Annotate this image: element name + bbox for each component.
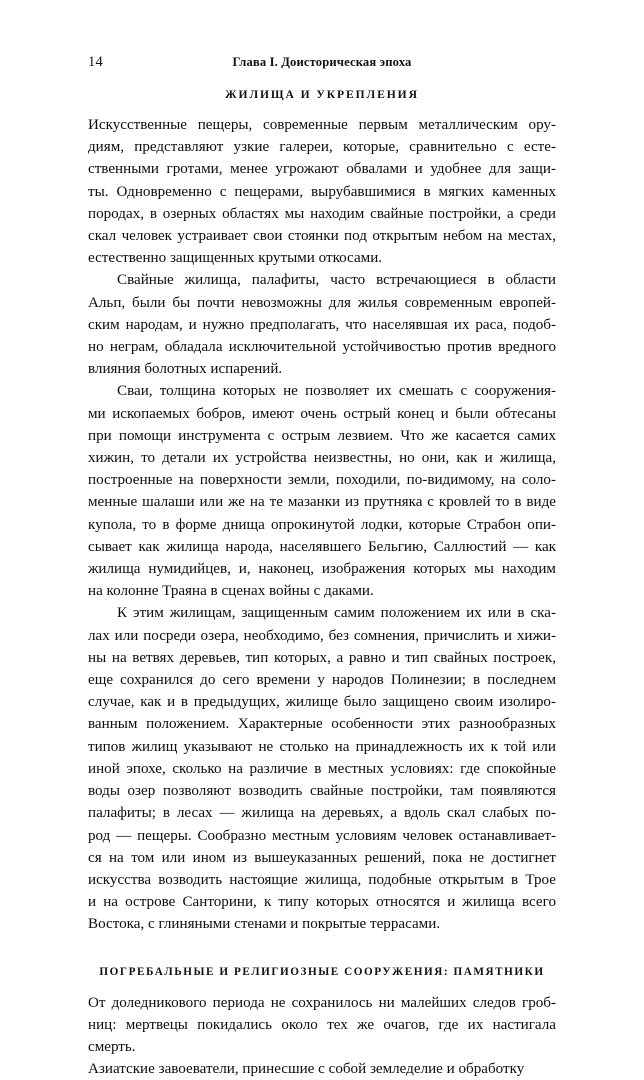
text-line: лах или посреди озера, необходимо, без сомнения, причислить и хижи-	[88, 627, 556, 644]
text-line: типов жилищ указывают не столько на принадлежность их к той или	[88, 738, 556, 755]
text-line: жилища нумидийцев, и, наконец, изображения которых мы находим	[88, 561, 556, 578]
text-line: Свайные жилища, палафиты, часто встречающиеся в области	[117, 272, 556, 289]
text-line: род — пещеры. Сообразно местным условиям человек останавливает-	[88, 827, 556, 844]
text-line: Сваи, толщина которых не позволяет их смешать с сооружения-	[117, 383, 556, 400]
text-line: палафиты; в лесах — жилища на деревьях, а вдоль скал слабых по-	[88, 805, 556, 822]
text-line: ским народам, и нужно предполагать, что населявшая их раса, подоб-	[88, 316, 556, 333]
paragraph-block	[88, 602, 556, 935]
text-line: ся на том или ином из вышеуказанных решений, пока не достигнет	[88, 849, 556, 866]
text-line: ми ископаемых бобров, имеют очень острый конец и были обтесаны	[88, 405, 556, 422]
running-title: Глава I. Доисторическая эпоха	[232, 55, 412, 69]
text-line: воды озер позволяют возводить свайные постройки, там появляются	[88, 783, 556, 800]
text-line: купола, то в форме днища опрокинутой лодки, которые Страбон опи-	[88, 516, 556, 533]
paragraph-block	[88, 114, 556, 269]
text-line: диям, представляют узкие галереи, которые, сравнительно с есте-	[88, 139, 556, 156]
text-line: Искусственные пещеры, современные первым металлическим ору-	[88, 117, 556, 133]
text-line: на колонне Траяна в сценах войны с даками.	[88, 583, 374, 600]
text-line: сывает как жилища народа, населявшего Бельгию, Саллюстий — как	[88, 538, 556, 555]
text-line: ны на ветвях деревьев, тип которых, а равно и тип свайных построек,	[88, 649, 556, 666]
section-heading-dwellings: ЖИЛИЩА И УКРЕПЛЕНИЯ	[225, 88, 419, 101]
text-line: От доледникового периода не сохранилось ни малейших следов гроб-	[88, 994, 556, 1011]
running-head	[88, 52, 556, 72]
text-line: Востока, с глиняными стенами и покрытые террасами.	[88, 916, 441, 933]
text-line: ты. Одновременно с пещерами, вырубавшимися в мягких каменных	[88, 183, 556, 200]
paragraph-block	[88, 269, 556, 380]
text-column	[88, 88, 560, 1080]
section-heading-funerary: ПОГРЕБАЛЬНЫЕ И РЕЛИГИОЗНЫЕ СООРУЖЕНИЯ: ПАМЯТНИКИ	[99, 965, 545, 978]
paragraph-block	[88, 992, 560, 1080]
text-line: и на острове Санторини, к типу которых относятся и жилища всего	[88, 894, 556, 911]
paragraph-block	[88, 380, 556, 602]
text-line: ванным положением. Характерные особенности этих разнообразных	[88, 716, 556, 733]
text-line: скал человек устраивает свои стоянки под открытым небом на местах,	[88, 228, 556, 245]
text-line: породах, в озерных областях мы находим свайные постройки, а среди	[88, 205, 556, 222]
text-line: естественно защищенных крутыми откосами.	[88, 250, 383, 267]
text-line: Азиатские завоеватели, принесшие с собой земледелие и обработку	[88, 1061, 525, 1078]
text-line: при помощи инструмента с острым лезвием. Что же касается самих	[88, 427, 556, 444]
text-line: иной эпохе, сколько на различие в местных условиях: где спокойные	[88, 760, 556, 777]
text-line: искусства возводить настоящие жилища, подобные открытым в Трое	[88, 871, 556, 888]
text-line: построенные на поверхности земли, походили, по-видимому, на соло-	[88, 472, 556, 489]
text-line: случае, как и в предыдущих, жилище было защищено своим изолиро-	[88, 694, 556, 711]
page-number: 14	[88, 54, 103, 70]
text-line: К этим жилищам, защищенным самим положением их или в ска-	[117, 605, 556, 622]
text-line: но неграм, обладала исключительной устойчивостью против вредного	[88, 339, 556, 356]
text-line: Альп, были бы почти невозможны для жилья современным европей-	[88, 294, 556, 311]
text-line: ниц: мертвецы покидались около тех же очагов, где их настигала смерть.	[88, 1016, 560, 1055]
text-line: ственными гротами, менее угрожают обвалами и удобнее для защи-	[88, 161, 556, 178]
text-line: хижин, то детали их устройства неизвестны, но они, как и жилища,	[88, 450, 556, 467]
text-line: еще сохранился до сего времени у народов Полинезии; в последнем	[88, 672, 556, 689]
text-line: влияния болотных испарений.	[88, 361, 283, 378]
text-line: менные шалаши или же на те мазанки из прутняка с кровлей то в виде	[88, 494, 556, 511]
